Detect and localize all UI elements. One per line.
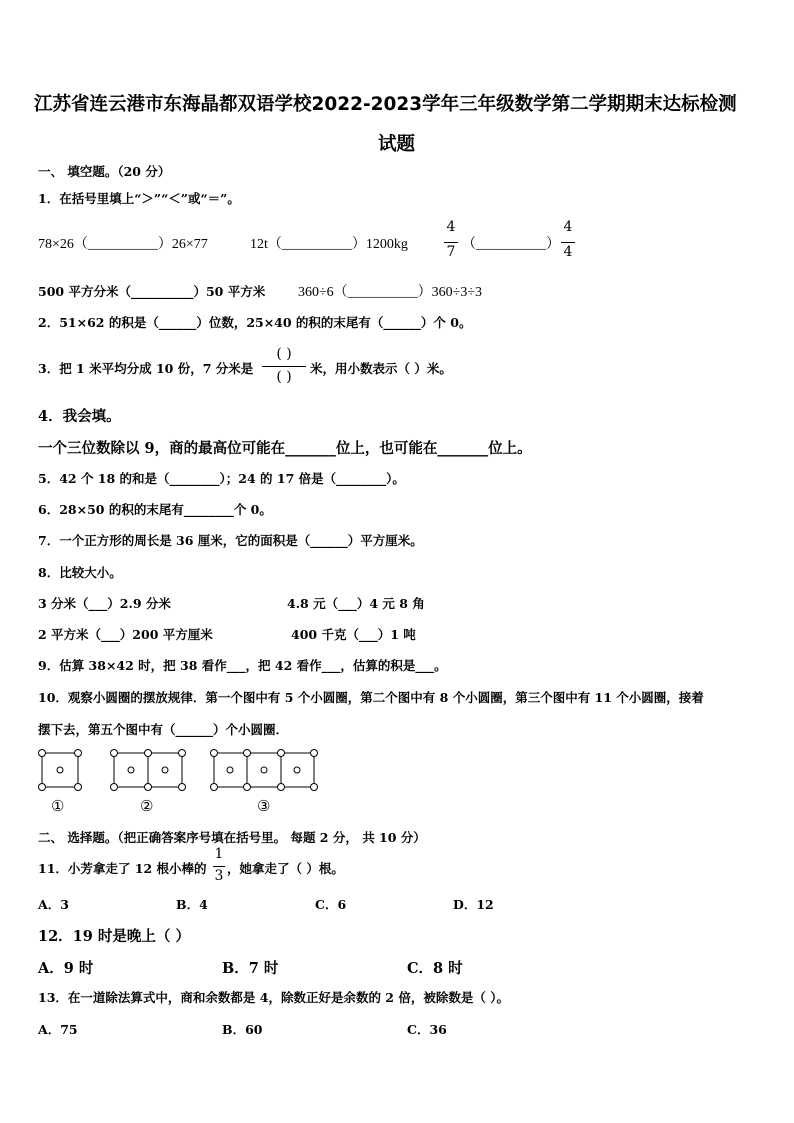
q13-option-b[interactable]: B．60 (222, 1022, 263, 1037)
q10-label-3: ③ (257, 797, 271, 815)
q3-fraction-denominator: ( ) (276, 369, 292, 385)
q10-label-2: ② (140, 797, 154, 815)
q1-fraction-right-numerator: 4 (563, 219, 573, 235)
q10-label-1: ① (51, 797, 65, 815)
q8-compare-1: 3 分米（___）2.9 分米 (38, 596, 171, 611)
question-5: 5．42 个 18 的和是（________）；24 的 17 倍是（________）。 (38, 471, 405, 486)
q11-option-c[interactable]: C．6 (315, 897, 347, 912)
q1-fraction-right-bar (561, 242, 575, 243)
q1-compare-3-blank: （__________） (462, 237, 560, 252)
q1-fraction-right-denominator: 4 (563, 244, 573, 260)
q13-option-c[interactable]: C．36 (407, 1022, 447, 1037)
q1-compare-4: 500 平方分米（__________）50 平方米 (38, 284, 266, 299)
question-9: 9．估算 38×42 时，把 38 看作___，把 42 看作___，估算的积是___。 (38, 658, 447, 673)
question-6: 6．28×50 的积的末尾有________个 0。 (38, 502, 272, 517)
question-8: 8．比较大小。 (38, 565, 122, 580)
q10-circle-pattern-figures (30, 745, 330, 795)
q11-option-d[interactable]: D．12 (453, 897, 494, 912)
q8-compare-2: 4.8 元（___）4 元 8 角 (287, 596, 425, 611)
q12-option-c[interactable]: C．8 时 (407, 960, 463, 977)
q10-figure-3 (211, 750, 318, 791)
q11-fraction-bar (213, 866, 225, 867)
question-4: 4．我会填。 (38, 408, 121, 425)
question-10-line2: 摆下去，第五个图中有（______）个小圆圈． (38, 722, 289, 737)
q10-figure-2 (111, 750, 186, 791)
q12-option-a[interactable]: A．9 时 (38, 960, 94, 977)
question-3-suffix: 米，用小数表示（ ）米。 (310, 361, 452, 376)
q1-fraction-left-bar (444, 242, 458, 243)
question-10-line1: 10．观察小圆圈的摆放规律．第一个图中有 5 个小圆圈，第二个图中有 8 个小圆圈，第三个图中有 11 个小圆圈，接着 (38, 690, 704, 705)
q1-fraction-left-numerator: 4 (446, 219, 456, 235)
q1-fraction-left-denominator: 7 (446, 244, 456, 260)
question-11-prefix: 11．小芳拿走了 12 根小棒的 (38, 861, 207, 876)
page-title: 江苏省连云港市东海晶都双语学校2022-2023学年三年级数学第二学期期末达标检测 (34, 94, 737, 115)
page-title-line2: 试题 (378, 134, 416, 155)
q10-figure-1 (39, 750, 82, 791)
question-4-text: 一个三位数除以 9，商的最高位可能在_______位上，也可能在_______位上。 (38, 440, 532, 457)
q8-compare-4: 400 千克（___）1 吨 (291, 627, 416, 642)
q1-compare-1: 78×26（__________）26×77 (38, 237, 208, 252)
section-1-heading: 一、 填空题。（20 分） (38, 164, 171, 179)
section-2-heading: 二、 选择题。（把正确答案序号填在括号里。 每题 2 分， 共 10 分） (38, 830, 426, 845)
question-11-suffix: ，她拿走了（ ）根。 (227, 861, 344, 876)
q3-fraction-numerator: ( ) (276, 346, 292, 362)
question-1: 1．在括号里填上“＞”“＜”或“＝”。 (38, 191, 240, 206)
q11-fraction-denominator: 3 (214, 868, 224, 884)
question-7: 7．一个正方形的周长是 36 厘米，它的面积是（______）平方厘米。 (38, 533, 423, 548)
question-13: 13．在一道除法算式中，商和余数都是 4，除数正好是余数的 2 倍，被除数是（ ）。 (38, 990, 509, 1005)
q3-fraction-bar (262, 366, 306, 367)
question-2: 2．51×62 的积是（______）位数，25×40 的积的末尾有（______）个 0。 (38, 315, 472, 330)
q13-option-a[interactable]: A．75 (38, 1022, 78, 1037)
q1-compare-2: 12t（__________）1200kg (250, 237, 408, 252)
q11-option-b[interactable]: B．4 (176, 897, 208, 912)
question-3-prefix: 3．把 1 米平均分成 10 份，7 分米是 (38, 361, 254, 376)
q11-fraction-numerator: 1 (214, 846, 224, 862)
q8-compare-3: 2 平方米（___）200 平方厘米 (38, 627, 213, 642)
q1-compare-5: 360÷6（__________）360÷3÷3 (298, 285, 483, 300)
q12-option-b[interactable]: B．7 时 (222, 960, 279, 977)
question-12: 12．19 时是晚上（ ） (38, 928, 190, 945)
q11-option-a[interactable]: A．3 (38, 897, 69, 912)
